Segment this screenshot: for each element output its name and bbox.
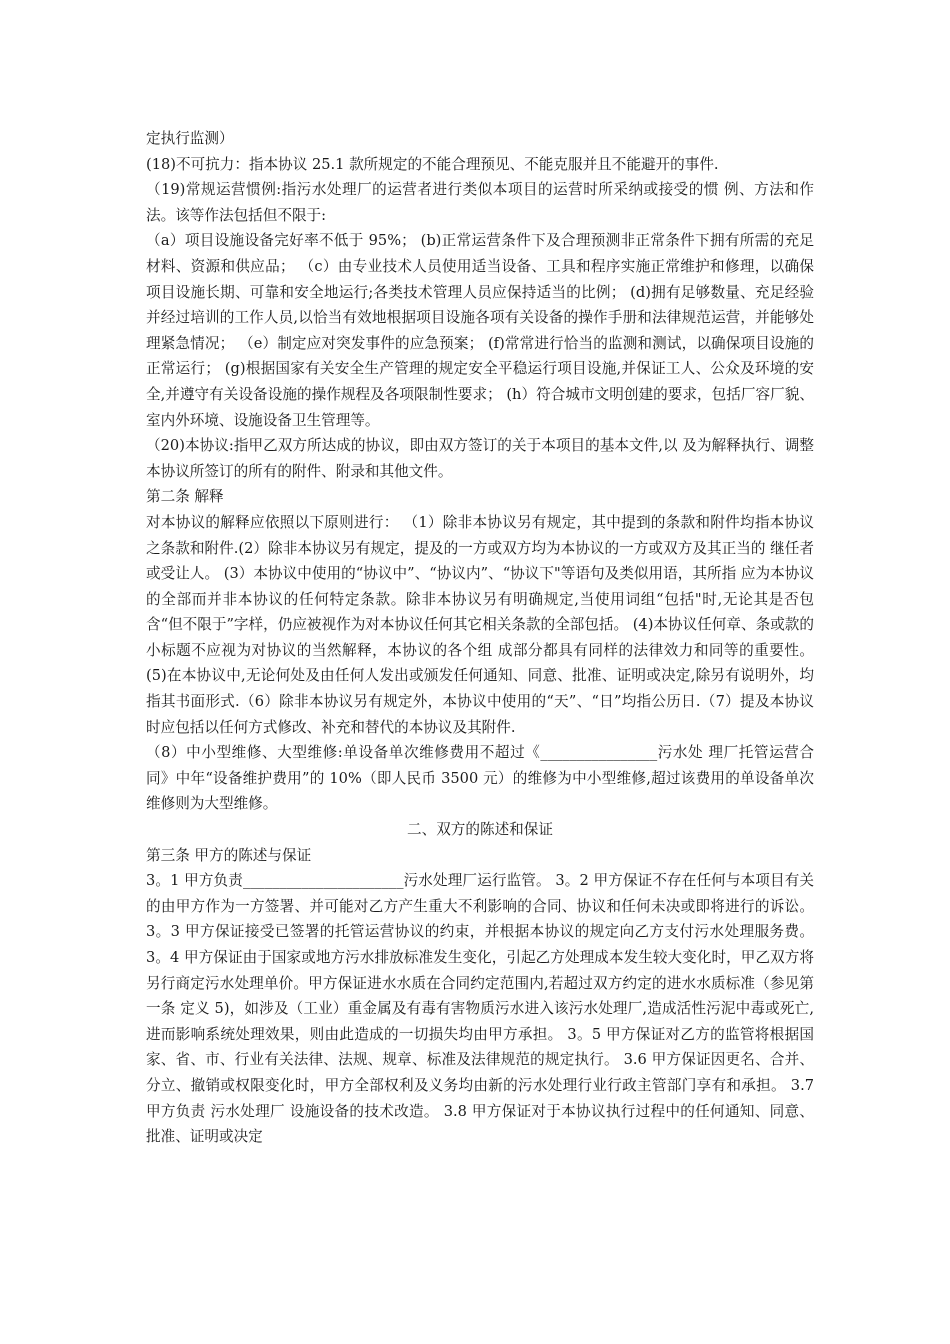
paragraph-practice-items: （a）项目设施设备完好率不低于 95%； (b)正常运营条件下及合理预测非正常条件下拥有所需的充足材料、资源和供应品； （c）由专业技术人员使用适当设备、工具和程序实施正常维护和修理，以确保项目设施长期、可靠和安全地运行;各类技术管理人员应保持适当的比例； (d)拥有足够数量、充足经验并经过培训的工作人员,以恰当有效地根据项目设施各项有关设备的操作手册和法律规范运营，并能够处理紧急情况； （e）制定应对突发事件的应急预案； (f)常常进行恰当的监测和测试，以确保项目设施的正常运行； (g)根据国家有关安全生产管理的规定安全平稳运行项目设施,并保证工人、公众及环境的安全,并遵守有关设备设施的操作规程及各项限制性要求； (h）符合城市文明创建的要求，包括厂容厂貌、室内外环境、设施设备卫生管理等。 <box>146 232 814 429</box>
paragraph-definition-19: （19)常规运营惯例:指污水处理厂的运营者进行类似本项目的运营时所采纳或接受的惯 例、方法和作法。该等作法包括但不限于: <box>146 181 814 224</box>
section-2-heading: 二、双方的陈述和保证 <box>407 821 553 839</box>
paragraph-maintenance-definition: （8）中小型维修、大型维修:单设备单次维修费用不超过《________________污水处 理厂托管运营合同》中年“设备维护费用”的 10%（即人民币 3500 元）的维修为中小型维修,超过该费用的单设备单次维修则为大型维修。 <box>146 744 814 813</box>
article-3-heading: 第三条 甲方的陈述与保证 <box>146 846 312 864</box>
paragraph-continuation: 定执行监测） <box>146 130 234 147</box>
paragraph-definition-18: (18)不可抗力：指本协议 25.1 款所规定的不能合理预见、不能克服并且不能避开的事件. <box>146 155 719 173</box>
paragraph-interpretation: 对本协议的解释应依照以下原则进行： （1）除非本协议另有规定，其中提到的条款和附件均指本协议之条款和附件.(2）除非本协议另有规定，提及的一方或双方均为本协议的一方或双方及其正当的 继任者或受让人。 (3）本协议中使用的“协议中”、“协议内”、“协议下"等语句及类似用语，其所指 应为本协议的全部而并非本协议的任何特定条款。除非本协议另有明确规定,当使用词组“包括"时,无论其是否包含“但不限于”字样，仍应被视作为对本协议任何其它相关条款的全部包括。 (4)本协议任何章、条或款的小标题不应视为对协议的当然解释，本协议的各个组 成部分都具有同样的法律效力和同等的重要性。 (5)在本协议中,无论何处及由任何人发出或颁发任何通知、同意、批准、证明或决定,除另有说明外，均指其书面形式.（6）除非本协议另有规定外，本协议中使用的“天”、“日”均指公历日.（7）提及本协议时应包括以任何方式修改、补充和替代的本协议及其附件. <box>146 513 814 736</box>
document-page <box>146 126 814 1150</box>
article-2-heading: 第二条 解释 <box>146 488 224 506</box>
paragraph-party-a-warranties: 3。1 甲方负责______________________污水处理厂运行监管。 3。2 甲方保证不存在任何与本项目有关的由甲方作为一方签署、并可能对乙方产生重大不利影响的合同、协议和任何未决或即将进行的诉讼。 3。3 甲方保证接受已签署的托管运营协议的约束，并根据本协议的规定向乙方支付污水处理服务费。 3。4 甲方保证由于国家或地方污水排放标准发生变化，引起乙方处理成本发生较大变化时，甲乙双方将另行商定污水处理单价。甲方保证进水水质在合同约定范围内,若超过双方约定的进水水质标准（参见第一条 定义 5)，如涉及（工业）重金属及有毒有害物质污水进入该污水处理厂,造成活性污泥中毒或死亡,进而影响系统处理效果，则由此造成的一切损失均由甲方承担。 3。5 甲方保证对乙方的监管将根据国家、省、市、行业有关法律、法规、规章、标准及法律规范的规定执行。 3.6 甲方保证因更名、合并、分立、撤销或权限变化时，甲方全部权利及义务均由新的污水处理行业行政主管部门享有和承担。 3.7 甲方负责 污水处理厂 设施设备的技术改造。 3.8 甲方保证对于本协议执行过程中的任何通知、同意、批准、证明或决定 <box>146 872 814 1146</box>
paragraph-definition-20: （20)本协议:指甲乙双方所达成的协议，即由双方签订的关于本项目的基本文件,以 及为解释执行、调整本协议所签订的所有的附件、附录和其他文件。 <box>146 437 814 480</box>
